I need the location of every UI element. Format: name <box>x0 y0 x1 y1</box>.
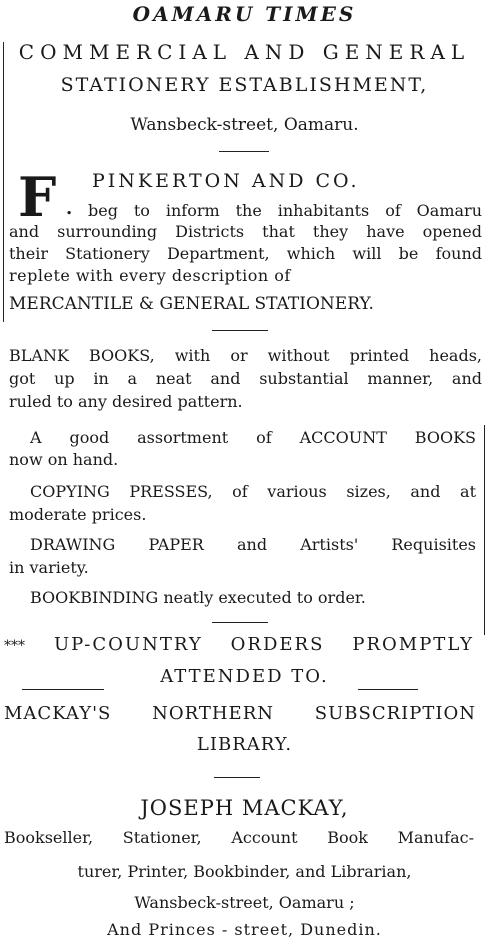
divider <box>212 330 268 331</box>
library-line-2: LIBRARY. <box>196 734 293 755</box>
pinkerton-line-3: their Stationery Department, which will be found <box>9 244 482 263</box>
signature-line-2: turer, Printer, Bookbinder, and Librarian, <box>77 862 412 881</box>
library-line-1: MACKAY'S NORTHERN SUBSCRIPTION <box>4 703 476 724</box>
divider-right <box>358 689 418 690</box>
divider <box>214 777 260 778</box>
divider-left <box>22 689 104 690</box>
pinkerton-line-2: and surrounding Districts that they have opened <box>9 222 482 241</box>
account-books-line-1: A good assortment of ACCOUNT BOOKS <box>30 428 476 447</box>
signature-line-1: Bookseller, Stationer, Account Book Manufac- <box>4 828 474 847</box>
signature-line-4: And Princes - street, Dunedin. <box>107 920 382 939</box>
address-line: Wansbeck-street, Oamaru. <box>130 115 359 135</box>
drawing-paper-line-1: DRAWING PAPER and Artists' Requisites <box>30 535 476 554</box>
divider <box>219 151 269 152</box>
blank-books-line-3: ruled to any desired pattern. <box>9 392 243 411</box>
pinkerton-heading: MERCANTILE & GENERAL STATIONERY. <box>9 294 374 314</box>
pinkerton-name: PINKERTON AND CO. <box>92 170 360 192</box>
orders-line-1: UP-COUNTRY ORDERS PROMPTLY <box>54 634 474 655</box>
heading-line-2: STATIONERY ESTABLISHMENT, <box>60 74 429 96</box>
asterism-mark: *** <box>4 638 25 654</box>
right-border-middle <box>484 425 485 635</box>
pinkerton-line-4: replete with every description of <box>9 266 291 285</box>
copying-presses-line-2: moderate prices. <box>9 505 147 524</box>
drawing-paper-line-2: in variety. <box>9 558 89 577</box>
orders-line-2: ATTENDED TO. <box>160 666 329 687</box>
copying-presses-line-1: COPYING PRESSES, of various sizes, and at <box>30 482 476 501</box>
blank-books-line-1: BLANK BOOKS, with or without printed heads, <box>9 346 482 365</box>
drop-cap: F <box>18 165 57 229</box>
signature-line-3: Wansbeck-street, Oamaru ; <box>134 893 355 912</box>
divider <box>212 622 268 623</box>
pinkerton-line-1: beg to inform the inhabitants of Oamaru <box>88 201 482 220</box>
account-books-line-2: now on hand. <box>9 450 119 469</box>
proprietor-name: JOSEPH MACKAY, <box>140 796 349 820</box>
drop-cap-dot: . <box>66 198 73 219</box>
heading-line-1: COMMERCIAL AND GENERAL <box>18 40 471 64</box>
blank-books-line-2: got up in a neat and substantial manner, and <box>9 369 482 388</box>
newspaper-title: OAMARU TIMES <box>132 2 357 26</box>
bookbinding-line: BOOKBINDING neatly executed to order. <box>30 588 366 607</box>
